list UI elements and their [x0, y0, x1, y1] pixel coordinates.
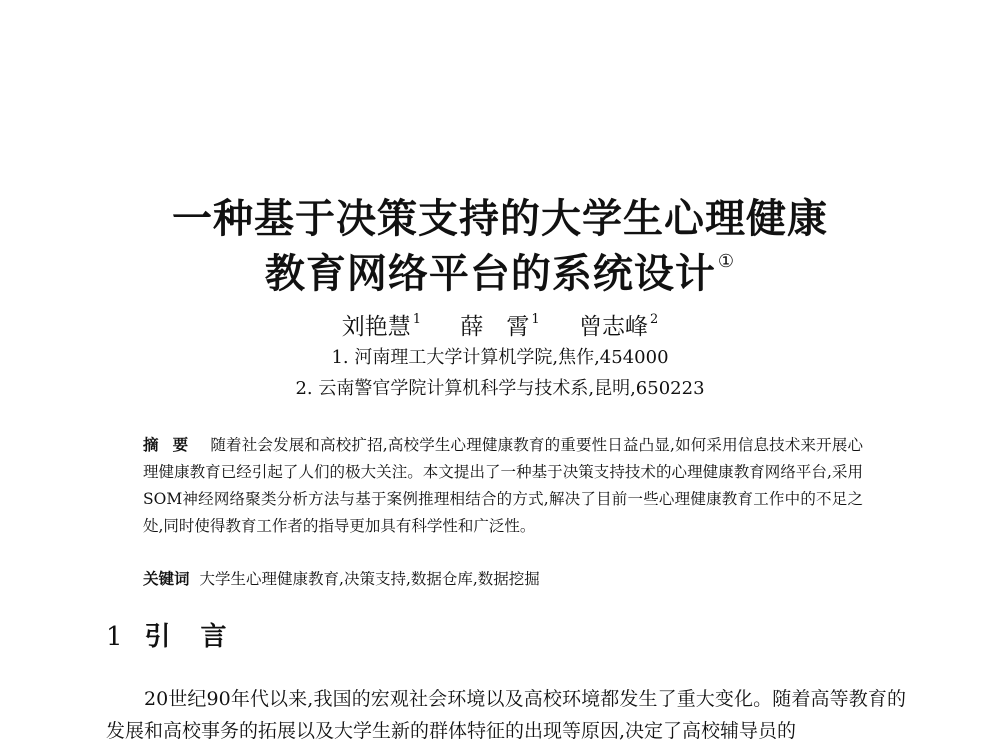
author-name: 曾志峰: [578, 314, 648, 340]
section-heading-introduction: [106, 620, 257, 654]
title-text-1: 一种基于决策支持的大学生心理健康: [172, 196, 828, 242]
author-name: 刘艳慧: [341, 314, 411, 340]
author-affil-mark: 1: [531, 312, 540, 327]
title-text-2: 教育网络平台的系统设计: [264, 251, 716, 297]
title-footnote-mark: ①: [717, 251, 736, 272]
keywords: [143, 566, 863, 593]
abstract-label: 摘要: [143, 436, 203, 454]
affiliation-2: 2. 云南警官学院计算机科学与技术系,昆明,650223: [295, 378, 705, 399]
author-affil-mark: 1: [412, 312, 422, 327]
section-number: 1: [106, 622, 123, 652]
keywords-text: 大学生心理健康教育,决策支持,数据仓库,数据挖掘: [199, 570, 540, 588]
abstract-text: 随着社会发展和高校扩招,高校学生心理健康教育的重要性日益凸显,如何采用信息技术来开展心理健康教育已经引起了人们的极大关注。本文提出了一种基于决策支持技术的心理健康教育网络平台,采用SOM神经网络聚类分析方法与基于案例推理相结合的方式,解决了目前一些心理健康教育工作中的不足之处,同时使得教育工作者的指导更加具有科学性和广泛性。: [143, 436, 863, 535]
author-3: [579, 314, 658, 340]
author-name: 薛 霄: [460, 314, 530, 340]
paper-title-line-1: [0, 195, 1000, 243]
abstract: [143, 432, 863, 540]
author-1: [342, 314, 421, 340]
author-list: [0, 305, 1000, 342]
section-body-text: 20世纪90年代以来,我国的宏观社会环境以及高校环境都发生了重大变化。随着高等教育的发展和高校事务的拓展以及大学生新的群体特征的出现等原因,决定了高校辅导员的: [106, 688, 906, 742]
affiliation-1: 1. 河南理工大学计算机学院,焦作,454000: [331, 347, 669, 368]
author-affil-mark: 2: [649, 312, 659, 327]
keywords-label: 关键词: [143, 570, 190, 588]
section-title: 引言: [144, 622, 257, 652]
paper-title-line-2: [0, 238, 1000, 298]
author-2: [460, 314, 539, 340]
